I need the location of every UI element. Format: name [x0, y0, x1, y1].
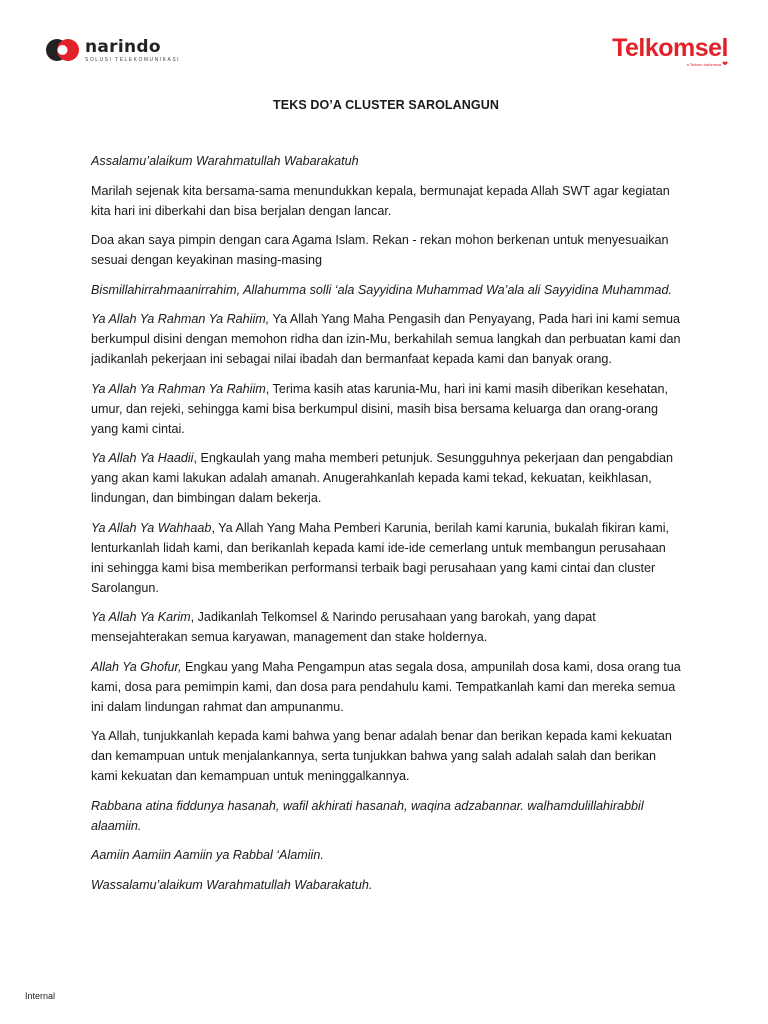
paragraph-text: Engkau yang Maha Pengampun atas segala dosa, ampunilah dosa kami, dosa orang tua kami, dosa para pemimpin kami, dan dosa para pendahulu kami. Tempatkanlah kami dan mereka semua ini dalam lindungan rahmat dan ampunanmu.: [91, 659, 681, 714]
invocation-text: Ya Allah Ya Rahman Ya Rahiim: [91, 381, 266, 396]
paragraph-bismillah: Bismillahirrahmaanirrahim, Allahumma solli ‘ala Sayyidina Muhammad Wa’ala ali Sayyidina Muhammad.: [91, 282, 672, 297]
paragraph-guidance: Ya Allah, tunjukkanlah kepada kami bahwa yang benar adalah benar dan berikan kepada kami kekuatan dan kemampuan untuk menjalankannya, serta tunjukkan bahwa yang salah adalah salah dan berikan kami kekuatan dan kemampuan untuk meninggalkannya.: [91, 729, 672, 783]
paragraph-rahman-1: [91, 309, 681, 369]
document-body: [91, 95, 681, 904]
paragraph-karim: [91, 607, 681, 647]
narindo-logo: [45, 36, 180, 64]
paragraph-haadii: [91, 448, 681, 508]
telkomsel-sub-text: a Telkom Indonesia: [686, 62, 721, 67]
paragraph-ghofur: [91, 657, 681, 717]
invocation-text: Ya Allah Ya Haadii: [91, 451, 194, 465]
paragraph-text: , Terima kasih atas karunia-Mu, hari ini kami masih diberikan kesehatan, umur, dan rejeki, sehingga kami bisa berkumpul disini, masih bisa bersama keluarga dan orang-orang yang kami cintai.: [91, 381, 669, 436]
heart-icon: ❤: [722, 61, 728, 68]
page-header: [0, 0, 768, 80]
paragraph-leader-note: Doa akan saya pimpin dengan cara Agama Islam. Rekan - rekan mohon berkenan untuk menyesuaikan sesuai dengan keyakinan masing-masing: [91, 233, 669, 267]
paragraph-aamiin: Aamiin Aamiin Aamiin ya Rabbal ‘Alamiin.: [91, 848, 324, 862]
paragraph-rabbana: Rabbana atina fiddunya hasanah, wafil akhirati hasanah, waqina adzabannar. walhamdulillahirabbil alaamiin.: [91, 798, 644, 833]
paragraph-text: , Engkaulah yang maha memberi petunjuk. Sesungguhnya pekerjaan dan pengabdian yang akan kami lakukan adalah amanah. Anugerahkanlah kepada kami tekad, kekuatan, keikhlasan, lindungan, dan bimbingan dalam bekerja.: [91, 451, 674, 505]
paragraph-text: , Ya Allah Yang Maha Pemberi Karunia, berilah kami karunia, bukalah fikiran kami, lenturkanlah lidah kami, dan berikanlah kepada kami ide-ide cemerlang untuk membangun perusahaan ini sehingga kami bisa memberikan performansi terbaik bagi perusahaan yang kami cintai dan cluster Sarolangun.: [91, 520, 670, 595]
document-title: TEKS DO’A CLUSTER SAROLANGUN: [273, 98, 499, 112]
telkomsel-wordmark: Telkomsel: [612, 34, 728, 62]
paragraph-text: , Jadikanlah Telkomsel & Narindo perusahaan yang barokah, yang dapat mensejahterakan semua karyawan, management dan stake holdernya.: [91, 610, 596, 644]
narindo-logo-icon: [45, 36, 81, 64]
closing-greeting: Wassalamu’alaikum Warahmatullah Wabarakatuh.: [91, 877, 373, 892]
paragraph-wahhaab: [91, 518, 681, 598]
invocation-text: Ya Allah Ya Wahhaab: [91, 520, 212, 535]
paragraph-invitation: Marilah sejenak kita bersama-sama menundukkan kepala, bermunajat kepada Allah SWT agar kegiatan kita hari ini diberkahi dan bisa berjalan dengan lancar.: [91, 183, 670, 218]
invocation-text: Allah Ya Ghofur,: [91, 659, 182, 674]
classification-label: Internal: [25, 991, 56, 1001]
telkomsel-logo: [612, 34, 728, 68]
narindo-wordmark: narindo: [85, 36, 161, 57]
paragraph-text: Ya Allah Yang Maha Pengasih dan Penyayang, Pada hari ini kami semua berkumpul disini dengan memohon ridha dan izin-Mu, berkahilah semua langkah dan perbuatan kami dan jadikanlah pekerjaan ini sebagai nilai ibadah dan bermanfaat kepada kami dan banyak orang.: [91, 312, 681, 366]
opening-greeting: Assalamu’alaikum Warahmatullah Wabarakatuh: [91, 154, 359, 168]
narindo-tagline: SOLUSI TELEKOMUNIKASI: [85, 56, 181, 63]
paragraph-rahman-2: [91, 379, 681, 439]
invocation-text: Ya Allah Ya Rahman Ya Rahiim,: [91, 312, 270, 326]
invocation-text: Ya Allah Ya Karim: [91, 610, 191, 624]
